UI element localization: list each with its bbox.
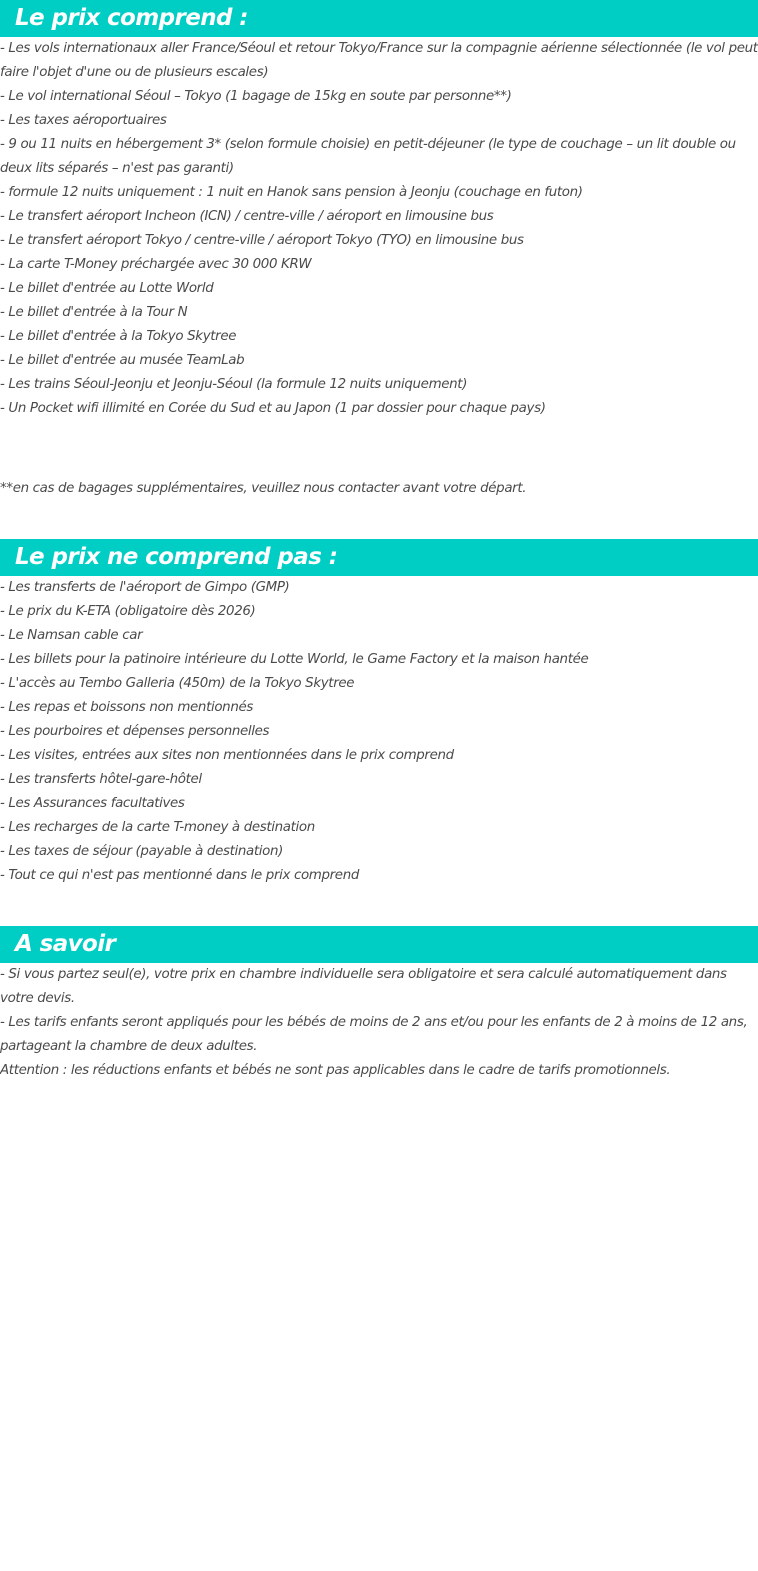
list-item: - Les visites, entrées aux sites non mentionnées dans le prix comprend: [0, 748, 454, 763]
list-item: - Les taxes de séjour (payable à destination): [0, 844, 283, 859]
list-item: - Le billet d'entrée à la Tour N: [0, 305, 188, 320]
section-title-excludes: Le prix ne comprend pas :: [15, 544, 338, 570]
list-item: - Les billets pour la patinoire intérieure du Lotte World, le Game Factory et la maison hantée: [0, 652, 589, 667]
info-list: [0, 963, 758, 1083]
list-item: - Si vous partez seul(e), votre prix en chambre individuelle sera obligatoire et sera calculé automatiquement dans votre devis.: [0, 967, 727, 1006]
list-item: - Les transferts de l'aéroport de Gimpo (GMP): [0, 580, 290, 595]
section-header-info: [0, 926, 758, 963]
list-item: - Le billet d'entrée au musée TeamLab: [0, 353, 245, 368]
section-header-includes: [0, 0, 758, 37]
list-item: - Les Assurances facultatives: [0, 796, 185, 811]
section-price-includes: [0, 0, 758, 501]
section-title-info: A savoir: [15, 931, 116, 957]
excludes-list: [0, 576, 758, 888]
list-item: - Les pourboires et dépenses personnelles: [0, 724, 270, 739]
section-good-to-know: [0, 926, 758, 1083]
list-item: - Les trains Séoul-Jeonju et Jeonju-Séoul (la formule 12 nuits uniquement): [0, 377, 468, 392]
list-item: - L'accès au Tembo Galleria (450m) de la Tokyo Skytree: [0, 676, 355, 691]
list-item: - 9 ou 11 nuits en hébergement 3* (selon formule choisie) en petit-déjeuner (le type de couchage – un lit double ou deux lits séparés – n'est pas garanti): [0, 137, 736, 176]
baggage-note: **en cas de bagages supplémentaires, veuillez nous contacter avant votre départ.: [0, 481, 527, 496]
list-item: - Les transferts hôtel-gare-hôtel: [0, 772, 202, 787]
list-item: - Les taxes aéroportuaires: [0, 113, 167, 128]
list-item: - Le transfert aéroport Tokyo / centre-ville / aéroport Tokyo (TYO) en limousine bus: [0, 233, 524, 248]
includes-list: [0, 37, 758, 421]
list-item: - Le billet d'entrée à la Tokyo Skytree: [0, 329, 237, 344]
section-title-includes: Le prix comprend :: [15, 5, 248, 31]
list-item: - Les tarifs enfants seront appliqués pour les bébés de moins de 2 ans et/ou pour les enfants de 2 à moins de 12 ans, partageant la chambre de deux adultes.: [0, 1015, 748, 1054]
list-item: - Le transfert aéroport Incheon (ICN) / centre-ville / aéroport en limousine bus: [0, 209, 494, 224]
section-header-excludes: [0, 539, 758, 576]
list-item: - Un Pocket wifi illimité en Corée du Sud et au Japon (1 par dossier pour chaque pays): [0, 401, 546, 416]
list-item: - formule 12 nuits uniquement : 1 nuit en Hanok sans pension à Jeonju (couchage en futon): [0, 185, 583, 200]
section-price-excludes: [0, 539, 758, 888]
list-item: - Le Namsan cable car: [0, 628, 143, 643]
list-item: - La carte T-Money préchargée avec 30 000 KRW: [0, 257, 312, 272]
list-item: - Les vols internationaux aller France/Séoul et retour Tokyo/France sur la compagnie aérienne sélectionnée (le vol peut faire l'objet d'une ou de plusieurs escales): [0, 41, 758, 80]
list-item: - Tout ce qui n'est pas mentionné dans le prix comprend: [0, 868, 359, 883]
list-item: - Les recharges de la carte T-money à destination: [0, 820, 315, 835]
list-item: - Le billet d'entrée au Lotte World: [0, 281, 214, 296]
list-item: - Le vol international Séoul – Tokyo (1 bagage de 15kg en soute par personne**): [0, 89, 512, 104]
list-item: - Le prix du K-ETA (obligatoire dès 2026): [0, 604, 256, 619]
list-item: - Les repas et boissons non mentionnés: [0, 700, 253, 715]
list-item: Attention : les réductions enfants et bébés ne sont pas applicables dans le cadre de tarifs promotionnels.: [0, 1063, 671, 1078]
